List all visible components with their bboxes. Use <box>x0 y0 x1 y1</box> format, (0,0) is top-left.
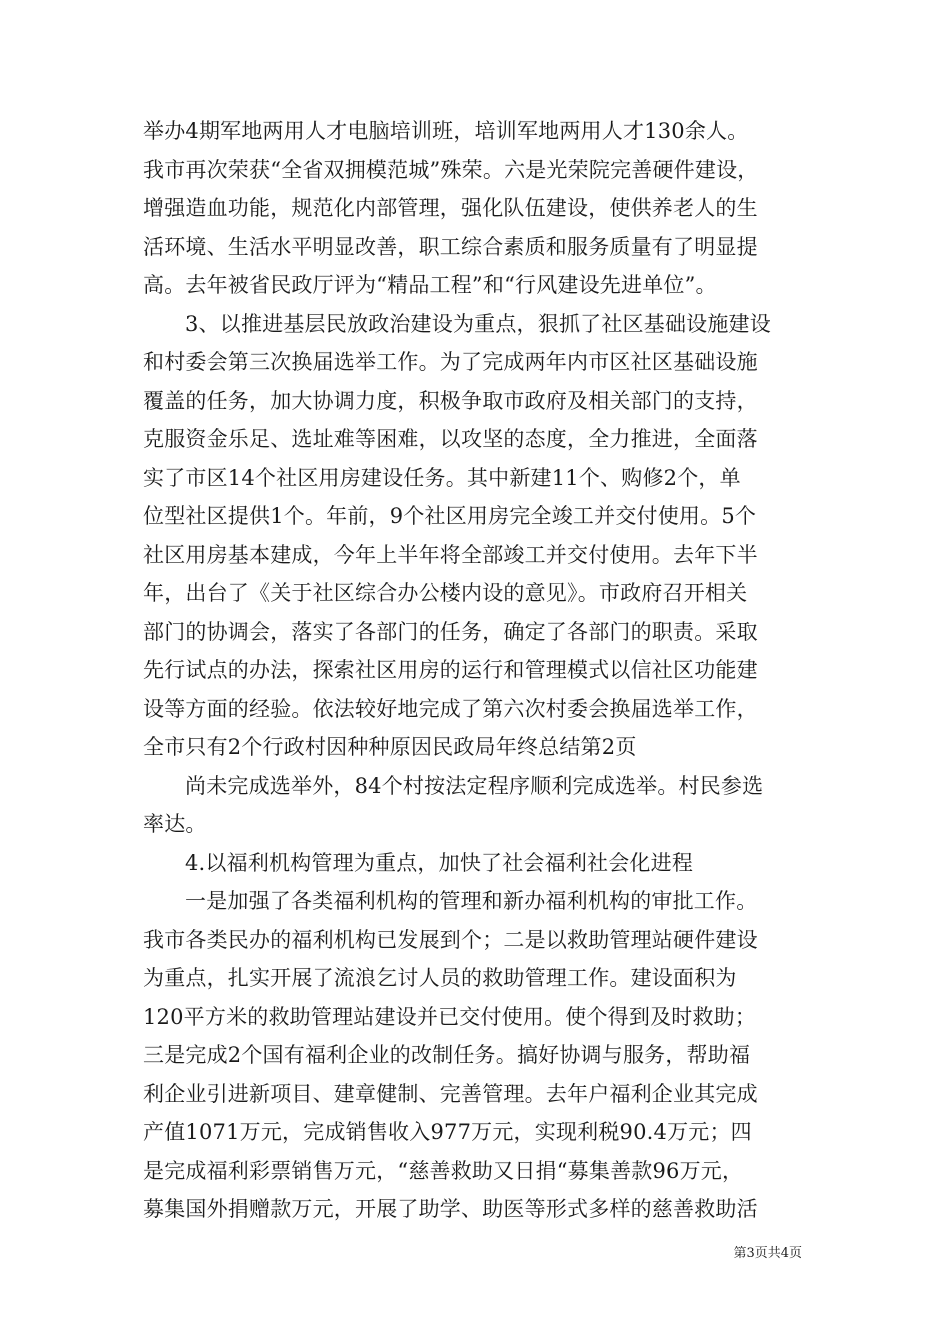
text-line: 位型社区提供1个。年前，9个社区用房完全竣工并交付使用。5个 <box>143 504 757 528</box>
text-line: 为重点，扎实开展了流浪乞讨人员的救助管理工作。建设面积为 <box>143 966 737 990</box>
text-line: 年，出台了《关于社区综合办公楼内设的意见》。市政府召开相关 <box>143 581 748 605</box>
text-line: 社区用房基本建成，今年上半年将全部竣工并交付使用。去年下半 <box>143 542 758 567</box>
text-line: 三是完成2个国有福利企业的改制任务。搞好协调与服务，帮助福 <box>143 1043 751 1067</box>
page-number-footer: 第3页共4页 <box>733 1246 802 1261</box>
text-line: 增强造血功能，规范化内部管理，强化队伍建设，使供养老人的生 <box>143 196 758 220</box>
text-line: 尚未完成选举外，84个村按法定程序顺利完成选举。村民参选 <box>185 773 764 798</box>
text-line: 活环境、生活水平明显改善，职工综合素质和服务质量有了明显提 <box>143 234 758 259</box>
text-line: 覆盖的任务，加大协调力度，积极争取市政府及相关部门的支持， <box>143 388 758 413</box>
text-line: 3、以推进基层民放政治建设为重点，狠抓了社区基础设施建设 <box>185 311 771 336</box>
text-line: 全市只有2个行政村因种种原因民政局年终总结第2页 <box>143 735 637 759</box>
text-line: 先行试点的办法，探索社区用房的运行和管理模式以信社区功能建 <box>143 658 758 682</box>
text-line: 举办4期军地两用人才电脑培训班，培训军地两用人才130余人。 <box>143 119 749 143</box>
text-line: 和村委会第三次换届选举工作。为了完成两年内市区社区基础设施 <box>143 350 758 374</box>
text-line: 部门的协调会，落实了各部门的任务，确定了各部门的职责。采取 <box>143 619 758 644</box>
text-line: 我市各类民办的福利机构已发展到个；二是以救助管理站硬件建设 <box>143 927 758 952</box>
text-line: 率达。 <box>143 812 207 836</box>
text-line: 一是加强了各类福利机构的管理和新办福利机构的审批工作。 <box>185 889 758 913</box>
text-line: 设等方面的经验。依法较好地完成了第六次村委会换届选举工作， <box>143 696 758 721</box>
document-body <box>143 112 823 1229</box>
text-line: 4.以福利机构管理为重点，加快了社会福利社会化进程 <box>185 850 694 875</box>
text-line: 我市再次荣获“全省双拥模范城”殊荣。六是光荣院完善硬件建设， <box>143 157 759 182</box>
text-line: 实了市区14个社区用房建设任务。其中新建11个、购修2个，单 <box>143 465 741 490</box>
text-line: 产值1071万元，完成销售收入977万元，实现利税90.4万元；四 <box>143 1120 752 1144</box>
text-line: 募集国外捐赠款万元，开展了助学、助医等形式多样的慈善救助活 <box>143 1197 758 1221</box>
text-line: 克服资金乐足、选址难等困难，以攻坚的态度，全力推进，全面落 <box>143 427 758 451</box>
text-line: 高。去年被省民政厅评为“精品工程”和“行风建设先进单位”。 <box>143 273 717 297</box>
text-line: 利企业引进新项目、建章健制、完善管理。去年户福利企业其完成 <box>143 1081 758 1106</box>
text-line: 是完成福利彩票销售万元，“慈善救助又日捐“募集善款96万元， <box>143 1158 744 1183</box>
text-line: 120平方米的救助管理站建设并已交付使用。使个得到及时救助； <box>143 1004 757 1029</box>
